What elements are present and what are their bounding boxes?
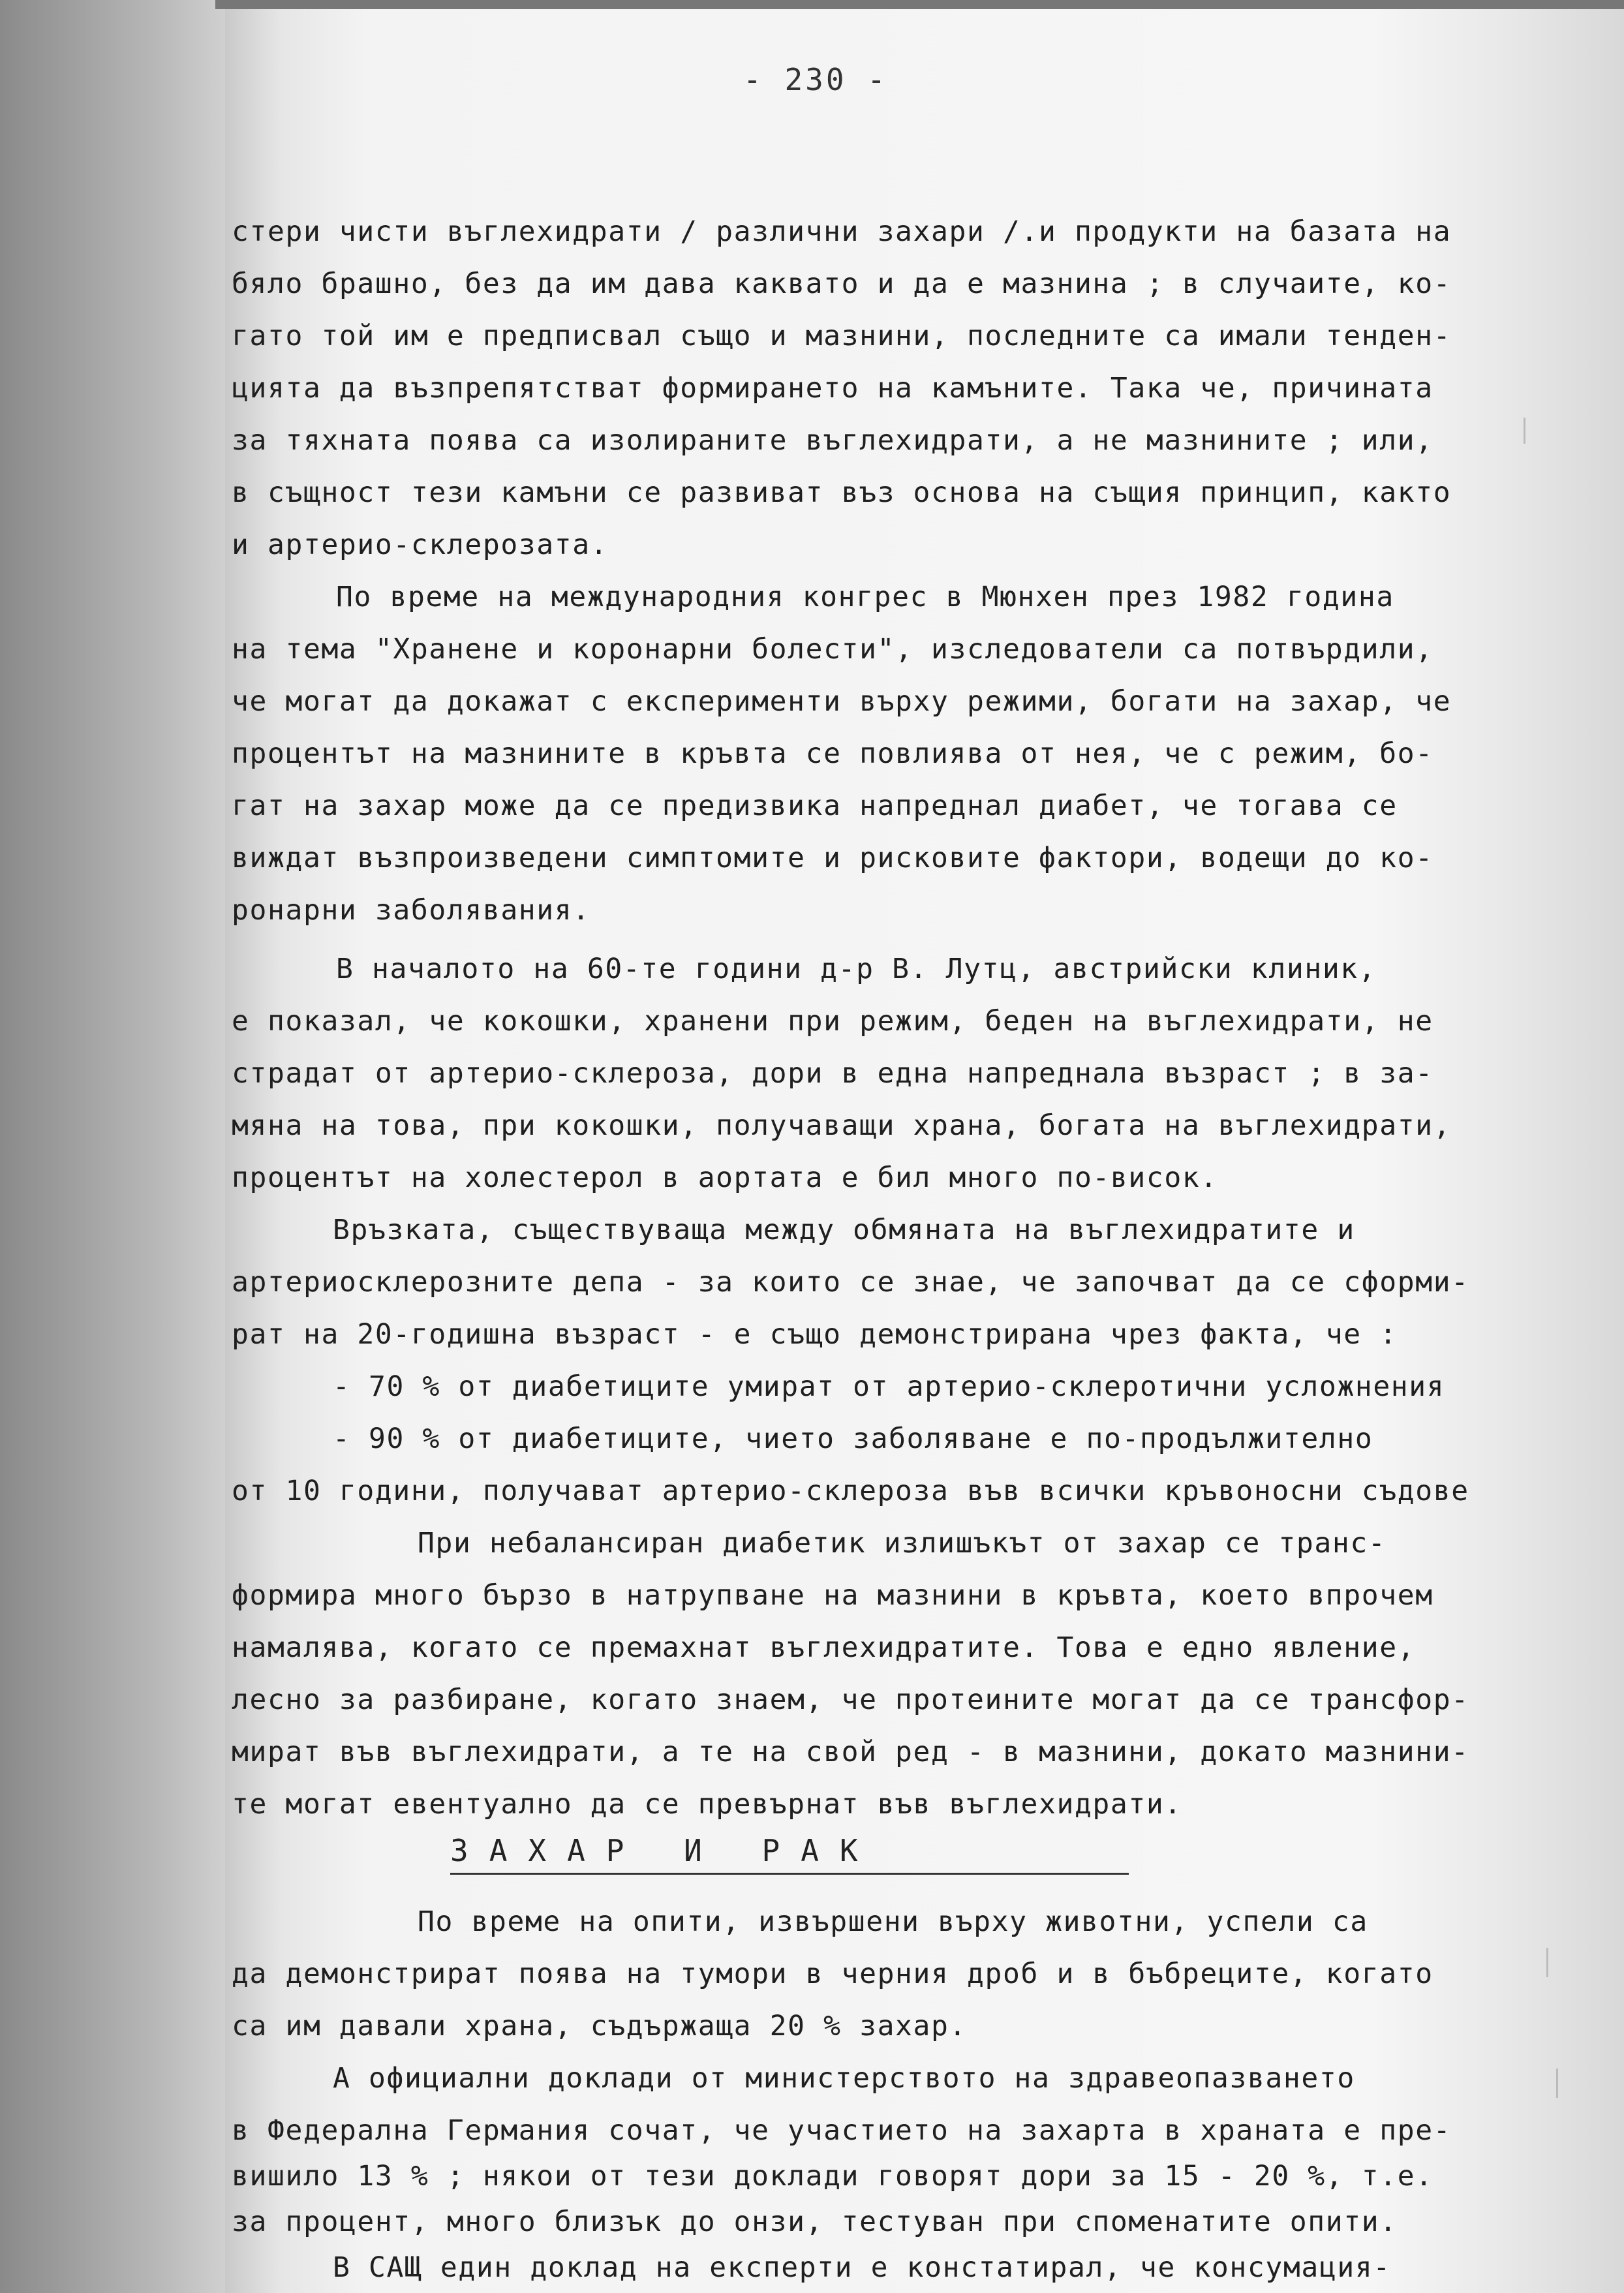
page-number: - 230 - bbox=[743, 62, 888, 97]
paragraph-start: При небалансиран диабетик излишъкът от захар се транс- bbox=[418, 1527, 1387, 1560]
heading-underline bbox=[450, 1873, 1129, 1875]
text-line: артериосклерозните депа - за които се знае, че започват да се сформи- bbox=[232, 1266, 1469, 1299]
text-line: стери чисти въглехидрати / различни захари /.и продукти на базата на bbox=[232, 215, 1452, 248]
text-line: да демонстрират поява на тумори в черния дроб и в бъбреците, когато bbox=[232, 1958, 1433, 1990]
text-line: в същност тези камъни се развиват въз основа на същия принцип, както bbox=[232, 476, 1452, 509]
text-line: са им давали храна, съдържаща 20 % захар. bbox=[232, 2010, 968, 2042]
text-line: намалява, когато се премахнат въглехидратите. Това е едно явление, bbox=[232, 1631, 1416, 1664]
list-item: - 90 % от диабетиците, чието заболяване е по-продължително bbox=[333, 1423, 1373, 1455]
text-line: гат на захар може да се предизвика напреднал диабет, че тогава се bbox=[232, 790, 1398, 822]
margin-mark bbox=[1556, 2069, 1558, 2098]
text-line: и артерио-склерозата. bbox=[232, 529, 609, 561]
text-line: на тема "Хранене и коронарни болести", изследователи са потвърдили, bbox=[232, 633, 1433, 666]
margin-mark bbox=[1546, 1948, 1548, 1977]
left-margin-shadow bbox=[0, 0, 225, 2293]
text-line: за тяхната поява са изолираните въглехидрати, а не мазнините ; или, bbox=[232, 424, 1433, 457]
text-line: страдат от артерио-склероза, дори в една напреднала възраст ; в за- bbox=[232, 1057, 1433, 1090]
text-line: формира много бързо в натрупване на мазнини в кръвта, което впрочем bbox=[232, 1579, 1433, 1612]
text-line: гато той им е предписвал също и мазнини, последните са имали тенден- bbox=[232, 320, 1452, 352]
text-line: мяна на това, при кокошки, получаващи храна, богата на въглехидрати, bbox=[232, 1109, 1452, 1142]
text-line: лесно за разбиране, когато знаем, че протеините могат да се трансфор- bbox=[232, 1684, 1469, 1716]
paragraph-start: Връзката, съществуваща между обмяната на въглехидратите и bbox=[333, 1214, 1355, 1246]
text-line: за процент, много близък до онзи, тестуван при споменатите опити. bbox=[232, 2206, 1398, 2238]
section-heading: ЗАХАР И РАК bbox=[450, 1833, 879, 1868]
text-line: в Федерална Германия сочат, че участието на захарта в храната е пре- bbox=[232, 2114, 1452, 2147]
paragraph-start: По време на международния конгрес в Мюнхен през 1982 година bbox=[336, 581, 1394, 613]
text-line: вишило 13 % ; някои от тези доклади говорят дори за 15 - 20 %, т.е. bbox=[232, 2160, 1433, 2193]
text-line: ронарни заболявания. bbox=[232, 894, 590, 927]
paragraph-start: По време на опити, извършени върху животни, успели са bbox=[418, 1905, 1368, 1938]
top-edge-shadow bbox=[215, 0, 1624, 9]
text-line: процентът на мазнините в кръвта се повлиява от нея, че с режим, бо- bbox=[232, 737, 1433, 770]
text-line: процентът на холестерол в аортата е бил много по-висок. bbox=[232, 1162, 1218, 1194]
paragraph-start: В началото на 60-те години д-р В. Лутц, австрийски клиник, bbox=[336, 953, 1377, 985]
text-line: мират във въглехидрати, а те на свой ред - в мазнини, докато мазнини- bbox=[232, 1736, 1469, 1768]
text-line: виждат възпроизведени симптомите и рисковите фактори, водещи до ко- bbox=[232, 842, 1433, 874]
text-line: цията да възпрепятстват формирането на камъните. Така че, причината bbox=[232, 372, 1433, 405]
paragraph-start: В САЩ един доклад на експерти е констатирал, че консумация- bbox=[333, 2251, 1391, 2284]
text-line: бяло брашно, без да им дава каквато и да е мазнина ; в случаите, ко- bbox=[232, 268, 1452, 300]
text-line: е показал, че кокошки, хранени при режим, беден на въглехидрати, не bbox=[232, 1005, 1433, 1038]
list-item: - 70 % от диабетиците умират от артерио-склеротични усложнения bbox=[333, 1370, 1445, 1403]
text-line: от 10 години, получават артерио-склероза във всички кръвоносни съдове bbox=[232, 1475, 1469, 1507]
paragraph-start: А официални доклади от министерството на здравеопазването bbox=[333, 2062, 1355, 2095]
margin-mark bbox=[1524, 418, 1525, 444]
text-line: че могат да докажат с експерименти върху режими, богати на захар, че bbox=[232, 685, 1452, 718]
text-line: рат на 20-годишна възраст - е също демонстрирана чрез факта, че : bbox=[232, 1318, 1398, 1351]
text-line-last: те могат евентуално да се превърнат във въглехидрати. bbox=[232, 1788, 1182, 1821]
